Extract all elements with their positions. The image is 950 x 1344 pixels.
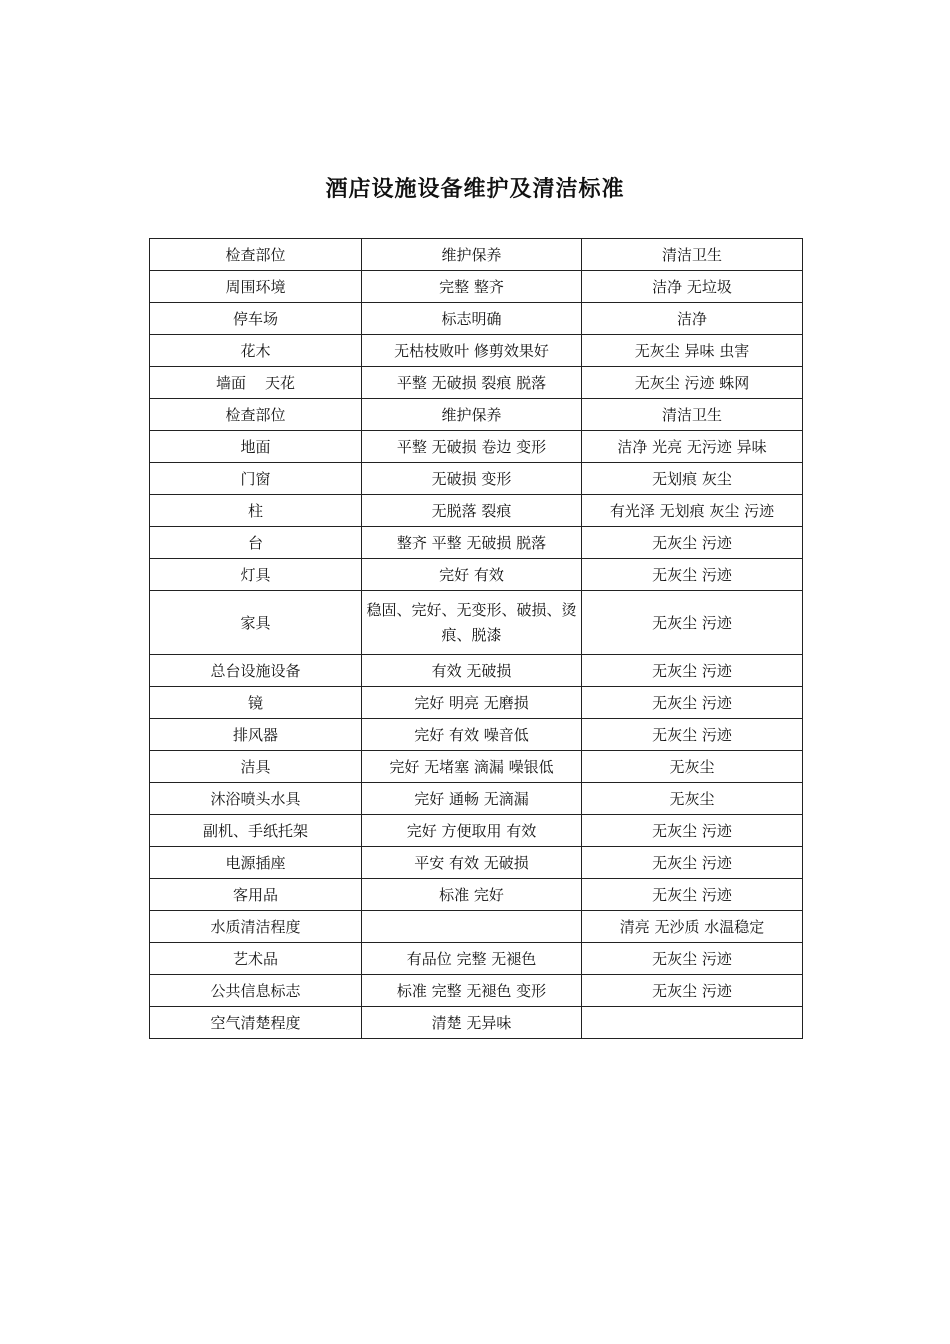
part-cell: 镜 bbox=[150, 687, 362, 719]
maintenance-cell: 维护保养 bbox=[362, 399, 582, 431]
part-cell: 水质清洁程度 bbox=[150, 911, 362, 943]
maintenance-cell: 完好 有效 噪音低 bbox=[362, 719, 582, 751]
cleaning-cell: 清亮 无沙质 水温稳定 bbox=[582, 911, 803, 943]
table-row bbox=[150, 719, 803, 751]
part-cell: 空气清楚程度 bbox=[150, 1007, 362, 1039]
part-cell: 沐浴喷头水具 bbox=[150, 783, 362, 815]
cleaning-cell: 无灰尘 污迹 bbox=[582, 847, 803, 879]
table-row bbox=[150, 655, 803, 687]
maintenance-cell: 有品位 完整 无褪色 bbox=[362, 943, 582, 975]
table-row bbox=[150, 751, 803, 783]
part-cell: 排风器 bbox=[150, 719, 362, 751]
maintenance-cell: 整齐 平整 无破损 脱落 bbox=[362, 527, 582, 559]
table-row bbox=[150, 463, 803, 495]
cleaning-cell: 无灰尘 污迹 bbox=[582, 943, 803, 975]
maintenance-cell: 清楚 无异味 bbox=[362, 1007, 582, 1039]
maintenance-cell: 维护保养 bbox=[362, 239, 582, 271]
table-row bbox=[150, 783, 803, 815]
table-row bbox=[150, 527, 803, 559]
table-row bbox=[150, 911, 803, 943]
cleaning-cell: 无灰尘 污迹 bbox=[582, 527, 803, 559]
part-cell: 花木 bbox=[150, 335, 362, 367]
part-cell: 地面 bbox=[150, 431, 362, 463]
maintenance-cell: 有效 无破损 bbox=[362, 655, 582, 687]
maintenance-cell: 完好 通畅 无滴漏 bbox=[362, 783, 582, 815]
maintenance-cell: 完好 无堵塞 滴漏 噪银低 bbox=[362, 751, 582, 783]
part-cell: 门窗 bbox=[150, 463, 362, 495]
cleaning-cell: 洁净 光亮 无污迹 异味 bbox=[582, 431, 803, 463]
cleaning-cell: 无灰尘 bbox=[582, 751, 803, 783]
part-cell: 洁具 bbox=[150, 751, 362, 783]
maintenance-cell: 平安 有效 无破损 bbox=[362, 847, 582, 879]
part-cell: 检查部位 bbox=[150, 399, 362, 431]
table-row bbox=[150, 399, 803, 431]
table-row bbox=[150, 495, 803, 527]
maintenance-cell: 平整 无破损 卷边 变形 bbox=[362, 431, 582, 463]
table-row bbox=[150, 687, 803, 719]
maintenance-cell: 无脱落 裂痕 bbox=[362, 495, 582, 527]
cleaning-cell: 无灰尘 污迹 bbox=[582, 879, 803, 911]
table-row bbox=[150, 815, 803, 847]
table-row bbox=[150, 847, 803, 879]
part-cell: 检查部位 bbox=[150, 239, 362, 271]
table-row bbox=[150, 271, 803, 303]
part-cell: 副机、手纸托架 bbox=[150, 815, 362, 847]
part-cell: 灯具 bbox=[150, 559, 362, 591]
part-cell: 台 bbox=[150, 527, 362, 559]
maintenance-cell: 完好 明亮 无磨损 bbox=[362, 687, 582, 719]
document-title: 酒店设施设备维护及清洁标准 bbox=[325, 177, 625, 202]
table-row bbox=[150, 591, 803, 655]
table-row bbox=[150, 1007, 803, 1039]
part-cell: 停车场 bbox=[150, 303, 362, 335]
part-cell: 家具 bbox=[150, 591, 362, 655]
table-row bbox=[150, 559, 803, 591]
cleaning-cell: 无灰尘 bbox=[582, 783, 803, 815]
table-row bbox=[150, 303, 803, 335]
part-cell: 周围环境 bbox=[150, 271, 362, 303]
cleaning-cell: 有光泽 无划痕 灰尘 污迹 bbox=[582, 495, 803, 527]
cleaning-cell: 无灰尘 污迹 bbox=[582, 815, 803, 847]
maintenance-cell: 标准 完好 bbox=[362, 879, 582, 911]
table-row bbox=[150, 879, 803, 911]
cleaning-cell: 无灰尘 污迹 bbox=[582, 687, 803, 719]
table-row bbox=[150, 335, 803, 367]
part-cell: 电源插座 bbox=[150, 847, 362, 879]
cleaning-cell: 洁净 bbox=[582, 303, 803, 335]
maintenance-cell: 完好 方便取用 有效 bbox=[362, 815, 582, 847]
cleaning-cell: 无灰尘 污迹 bbox=[582, 975, 803, 1007]
cleaning-cell: 无灰尘 污迹 bbox=[582, 559, 803, 591]
cleaning-cell: 无灰尘 污迹 蛛网 bbox=[582, 367, 803, 399]
maintenance-cell: 标志明确 bbox=[362, 303, 582, 335]
cleaning-cell bbox=[582, 1007, 803, 1039]
part-cell: 柱 bbox=[150, 495, 362, 527]
maintenance-cell bbox=[362, 911, 582, 943]
maintenance-cell: 稳固、完好、无变形、破损、烫痕、脱漆 bbox=[362, 591, 582, 655]
part-cell: 艺术品 bbox=[150, 943, 362, 975]
cleaning-cell: 洁净 无垃圾 bbox=[582, 271, 803, 303]
standards-table bbox=[149, 238, 803, 1039]
cleaning-cell: 清洁卫生 bbox=[582, 399, 803, 431]
table-row bbox=[150, 975, 803, 1007]
cleaning-cell: 无灰尘 污迹 bbox=[582, 655, 803, 687]
part-cell: 总台设施设备 bbox=[150, 655, 362, 687]
maintenance-cell: 完整 整齐 bbox=[362, 271, 582, 303]
part-cell: 客用品 bbox=[150, 879, 362, 911]
part-cell: 墙面 天花 bbox=[150, 367, 362, 399]
table-row bbox=[150, 239, 803, 271]
cleaning-cell: 无灰尘 污迹 bbox=[582, 591, 803, 655]
cleaning-cell: 无灰尘 异味 虫害 bbox=[582, 335, 803, 367]
maintenance-cell: 完好 有效 bbox=[362, 559, 582, 591]
maintenance-cell: 无枯枝败叶 修剪效果好 bbox=[362, 335, 582, 367]
part-cell: 公共信息标志 bbox=[150, 975, 362, 1007]
table-row bbox=[150, 943, 803, 975]
maintenance-cell: 标准 完整 无褪色 变形 bbox=[362, 975, 582, 1007]
maintenance-cell: 平整 无破损 裂痕 脱落 bbox=[362, 367, 582, 399]
cleaning-cell: 无划痕 灰尘 bbox=[582, 463, 803, 495]
cleaning-cell: 清洁卫生 bbox=[582, 239, 803, 271]
maintenance-cell: 无破损 变形 bbox=[362, 463, 582, 495]
table-row bbox=[150, 367, 803, 399]
cleaning-cell: 无灰尘 污迹 bbox=[582, 719, 803, 751]
table-row bbox=[150, 431, 803, 463]
